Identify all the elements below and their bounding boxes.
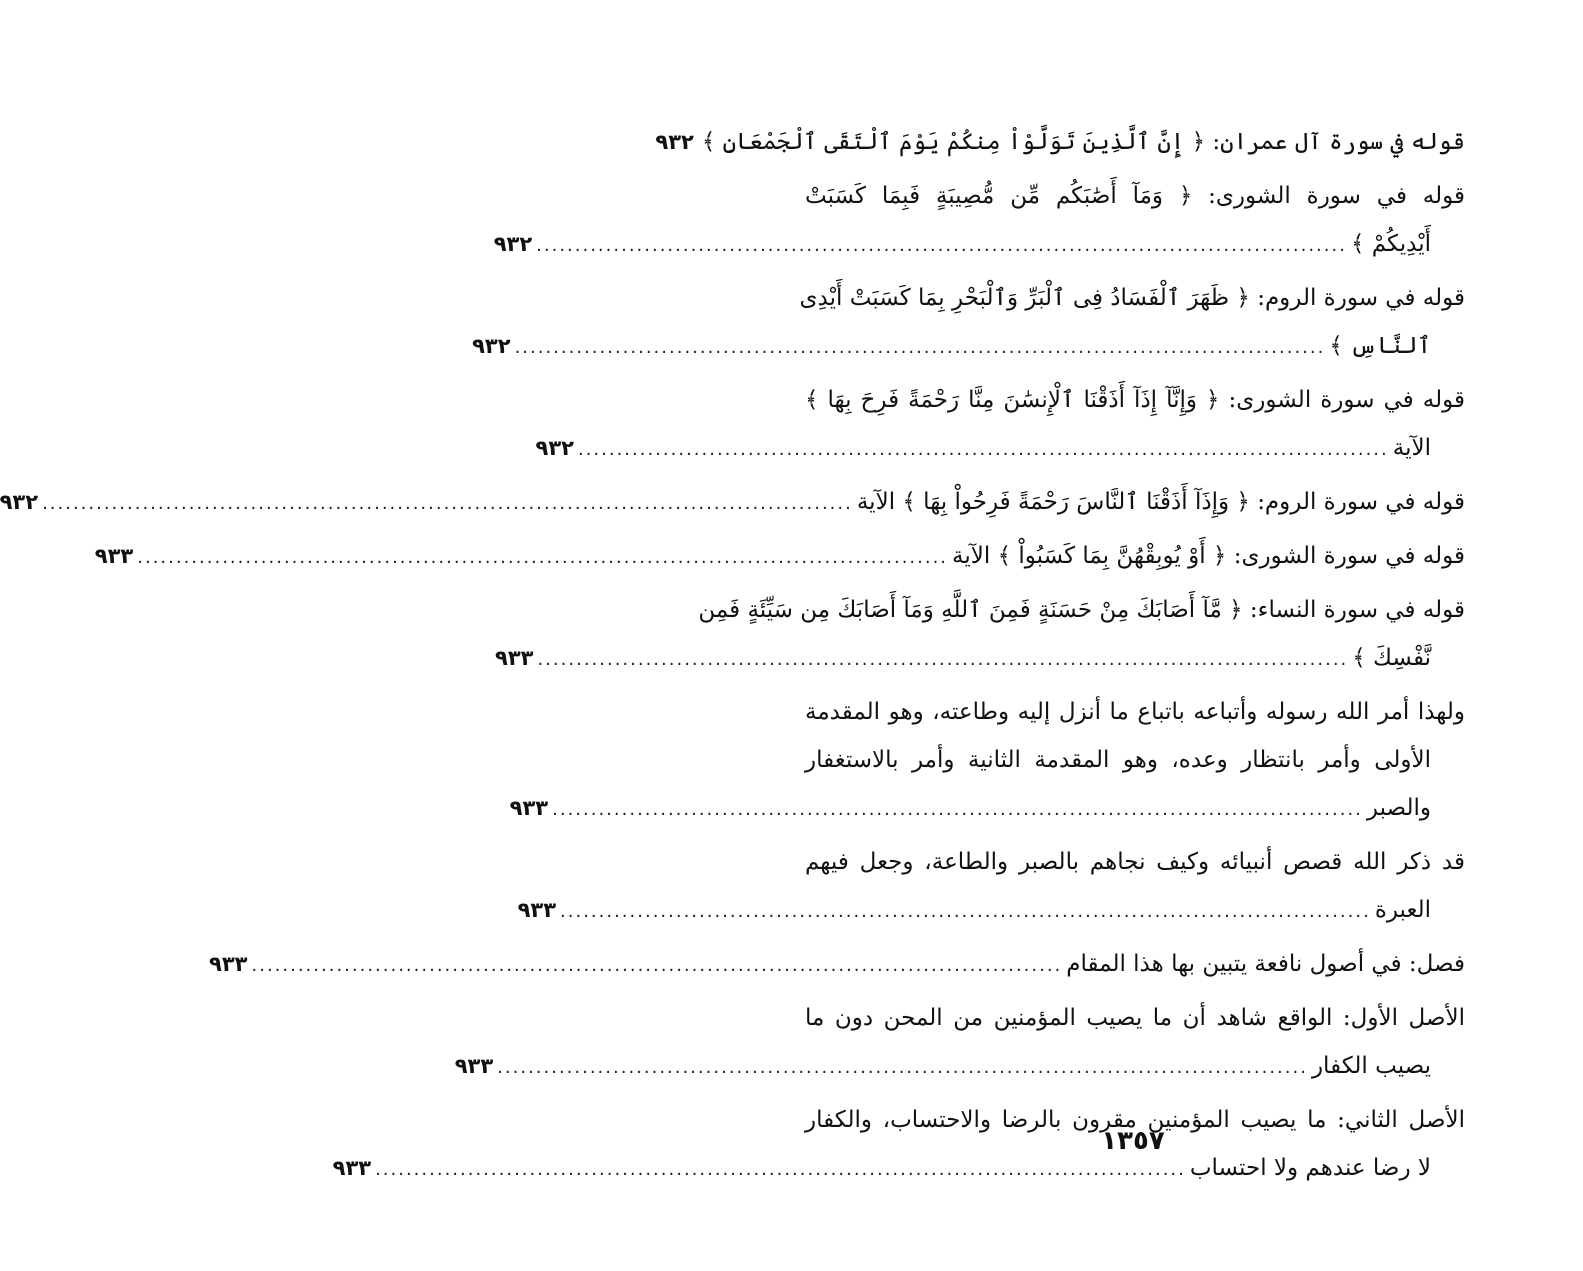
entry-text: أَيْدِيكُمْ ﴾: [1350, 231, 1431, 257]
index-entry: [509, 688, 1465, 832]
index-entry-line: [655, 118, 1465, 166]
page-number: ٩٣٣: [517, 898, 557, 922]
entry-text: قوله في سورة آل عمران: ﴿ إِنَّ ٱلَّذِينَ تَوَلَّوْاْ مِنكُمْ يَوْمَ ٱلْتَقَى ٱلْجَمْعَانِ ﴾: [701, 129, 1465, 155]
leader-dots: .........................................................................................................: [536, 235, 1347, 256]
entry-text: يصيب الكفار: [1311, 1053, 1431, 1079]
leader-dots: .........................................................................................................: [137, 547, 949, 568]
index-entry-line: [495, 634, 1465, 682]
entry-text: العبرة: [1374, 897, 1431, 923]
leader-dots: .........................................................................................................: [514, 337, 1326, 358]
index-entry-line: [209, 940, 1465, 988]
entry-text: والصبر: [1366, 795, 1431, 821]
folio-page-number: ١٣٥٧: [1101, 1126, 1165, 1156]
page-number: ٩٣٣: [209, 952, 248, 976]
entry-text: الأولى وأمر بانتظار وعده، وهو المقدمة الثانية وأمر بالاستغفار: [805, 747, 1431, 773]
entry-text: قوله في سورة الروم: ﴿ وَإِذَآ أَذَقْنَا ٱلنَّاسَ رَحْمَةً فَرِحُواْ بِهَا ﴾ الآية: [856, 489, 1465, 515]
entry-text: قوله في سورة النساء: ﴿ مَّآ أَصَابَكَ مِنْ حَسَنَةٍ فَمِنَ ٱللَّهِ وَمَآ أَصَابَكَ مِن سَيِّئَةٍ فَمِن: [698, 597, 1465, 623]
page-number: ٩٣٣: [94, 544, 134, 568]
entry-text: الأصل الأول: الواقع شاهد أن ما يصيب المؤمنين من المحن دون ما: [805, 1005, 1465, 1031]
entry-text: نَّفْسِكَ ﴾: [1352, 645, 1431, 671]
index-entry-line: [535, 424, 1465, 472]
page-number: ٩٣٣: [332, 1156, 372, 1180]
index-entry: [495, 586, 1465, 682]
leader-dots: .........................................................................................................: [537, 649, 1349, 670]
leader-dots: .........................................................................................................: [577, 439, 1389, 460]
index-page: [0, 118, 1465, 1198]
index-entry: [655, 118, 1465, 166]
page-number: ٩٣٣: [495, 646, 534, 670]
index-entry-line: [509, 784, 1465, 832]
index-entry-line: [94, 532, 1465, 580]
index-entry: [94, 532, 1465, 580]
index-entry-line: [0, 478, 1465, 526]
leader-dots: .........................................................................................................: [560, 901, 1371, 922]
index-entry: [535, 376, 1465, 472]
index-entry-line: [517, 886, 1465, 934]
index-entry: [472, 274, 1465, 370]
entry-text: قد ذكر الله قصص أنبيائه وكيف نجاهم بالصبر والطاعة، وجعل فيهم: [805, 849, 1465, 875]
index-entry: [454, 994, 1465, 1090]
page-number: ٩٣٢: [0, 490, 39, 514]
entry-text: ٱلنَّاسِ ﴾: [1329, 333, 1431, 359]
index-entry-line: [472, 322, 1465, 370]
index-entry: [493, 172, 1465, 268]
entry-text: قوله في سورة الشورى: ﴿ وَإِنَّآ إِذَآ أَذَقْنَا ٱلْإِنسَٰنَ مِنَّا رَحْمَةً فَرِحَ بِهَا ﴾: [805, 387, 1465, 413]
page-number: ٩٣٢: [655, 130, 694, 154]
entry-text: ولهذا أمر الله رسوله وأتباعه باتباع ما أنزل إليه وطاعته، وهو المقدمة: [805, 699, 1465, 725]
leader-dots: .........................................................................................................: [42, 493, 853, 514]
page-number: ٩٣٢: [472, 334, 511, 358]
page-number: ٩٣٣: [454, 1054, 494, 1078]
entry-text: الأصل الثاني: ما يصيب المؤمنين مقرون بالرضا والاحتساب، والكفار: [805, 1107, 1465, 1133]
page-number: ٩٣٢: [535, 436, 574, 460]
entry-text: قوله في سورة الشورى: ﴿ أَوْ يُوبِقْهُنَّ بِمَا كَسَبُواْ ﴾ الآية: [952, 543, 1465, 569]
leader-dots: .........................................................................................................: [552, 799, 1363, 820]
leader-dots: .........................................................................................................: [497, 1057, 1308, 1078]
index-entry-line: [454, 1042, 1465, 1090]
entry-text: قوله في سورة الروم: ﴿ ظَهَرَ ٱلْفَسَادُ فِى ٱلْبَرِّ وَٱلْبَحْرِ بِمَا كَسَبَتْ أَيْدِى: [799, 285, 1465, 311]
entry-text: قوله في سورة الشورى: ﴿ وَمَآ أَصَٰبَكُم مِّن مُّصِيبَةٍ فَبِمَا كَسَبَتْ: [805, 183, 1465, 209]
entry-text: فصل: في أصول نافعة يتبين بها هذا المقام: [1066, 951, 1465, 977]
page-number: ٩٣٢: [493, 232, 533, 256]
entry-text: لا رضا عندهم ولا احتساب: [1189, 1155, 1431, 1181]
page-number: ٩٣٣: [509, 796, 549, 820]
index-entry-line: [493, 220, 1465, 268]
index-entry: [209, 940, 1465, 988]
index-entry: [0, 478, 1465, 526]
leader-dots: .........................................................................................................: [375, 1159, 1186, 1180]
entry-text: الآية: [1392, 435, 1431, 461]
index-entry: [517, 838, 1465, 934]
leader-dots: .........................................................................................................: [251, 955, 1063, 976]
